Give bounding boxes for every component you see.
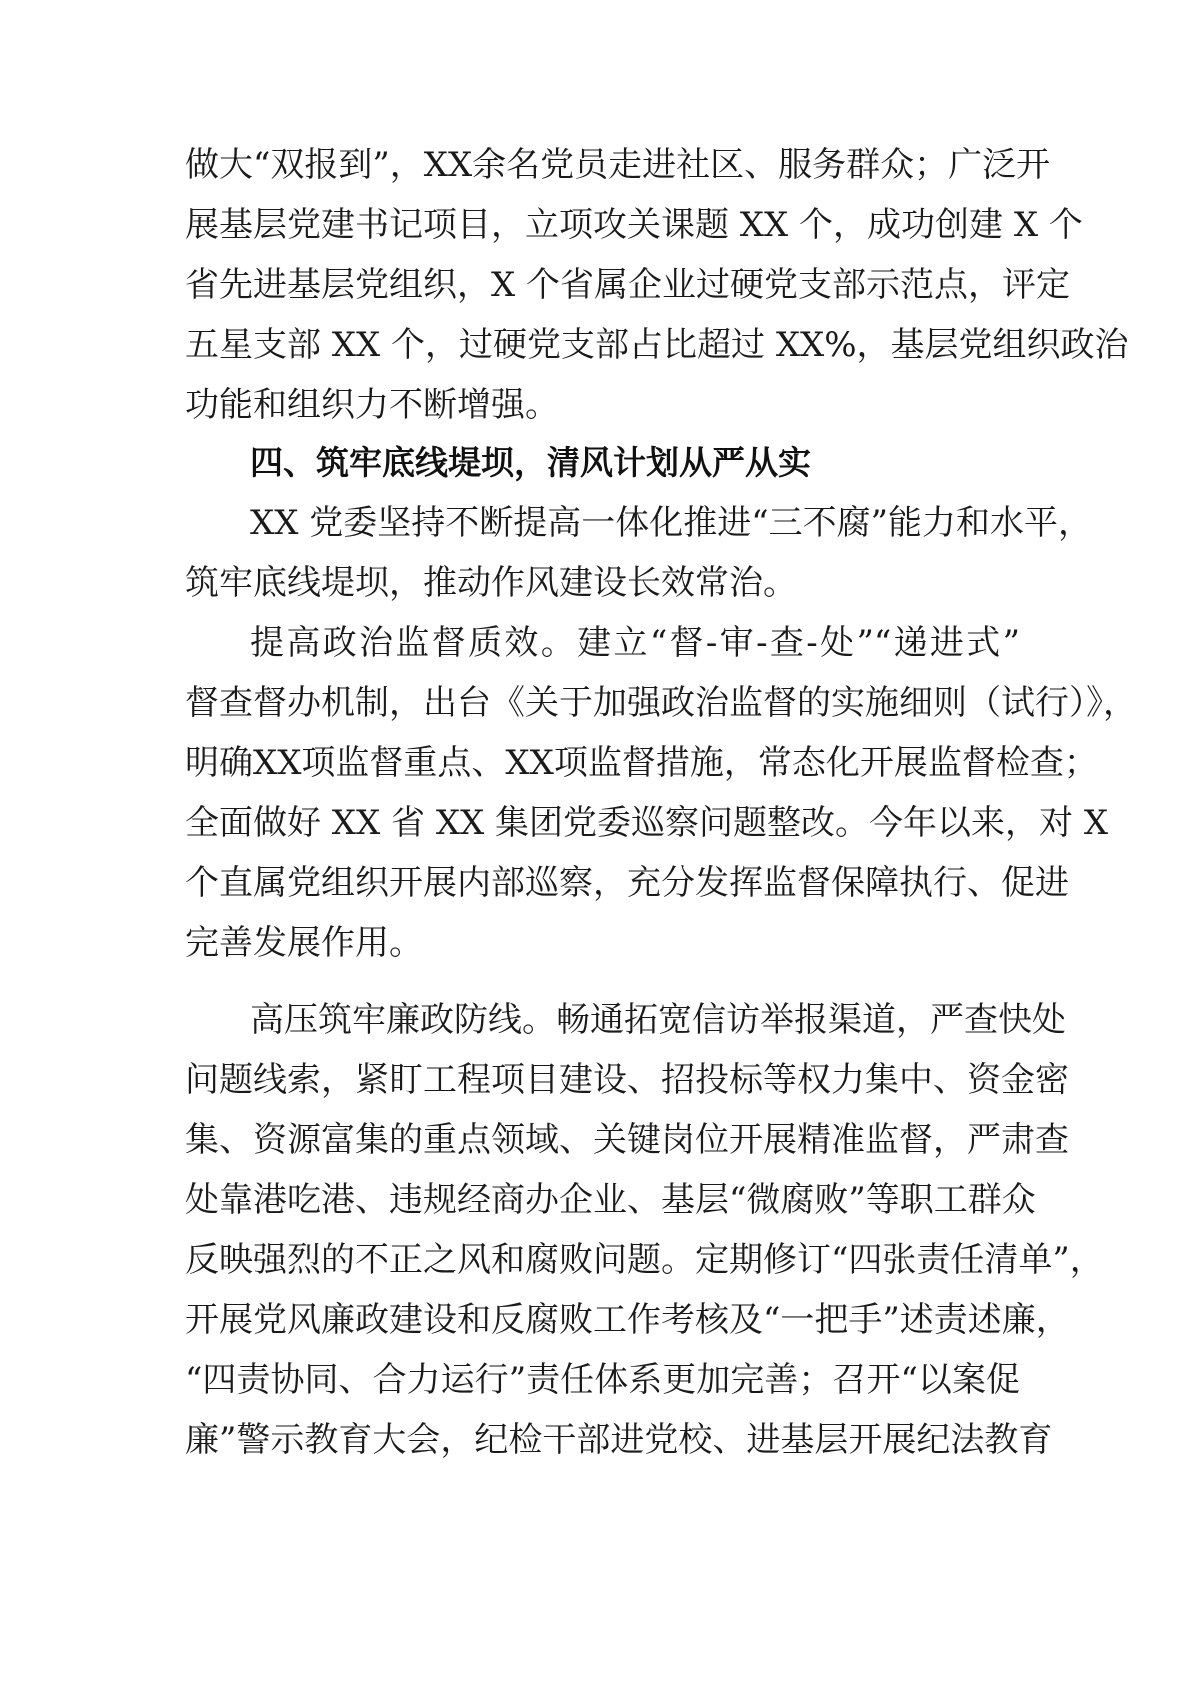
- paragraph-2-line-1: XX 党委坚持不断提高一体化推进“三不腐”能力和水平，: [250, 503, 1092, 543]
- paragraph-2-line-2: 筑牢底线堤坝，推动作风建设长效常治。: [185, 563, 797, 603]
- paragraph-1-line-1: 做大“双报到”，XX余名党员走进社区、服务群众；广泛开: [185, 145, 1051, 185]
- paragraph-4-line-7: “四责协同、合力运行”责任体系更加完善；召开“以案促: [185, 1360, 1020, 1400]
- paragraph-3-line-6: 完善发展作用。: [185, 923, 423, 963]
- paragraph-1-line-3: 省先进基层党组织，X 个省属企业过硬党支部示范点，评定: [185, 265, 1071, 305]
- paragraph-1-line-4: 五星支部 XX 个，过硬党支部占比超过 XX%，基层党组织政治: [185, 325, 1129, 365]
- paragraph-1-line-2: 展基层党建书记项目，立项攻关课题 XX 个，成功创建 X 个: [185, 205, 1083, 245]
- paragraph-3-line-3: 明确XX项监督重点、XX项监督措施，常态化开展监督检查；: [185, 743, 1098, 783]
- paragraph-4-line-6: 开展党风廉政建设和反腐败工作考核及“一把手”述责述廉，: [185, 1300, 1070, 1340]
- paragraph-3-line-2: 督查督办机制，出台《关于加强政治监督的实施细则（试行）》，: [185, 683, 1137, 723]
- paragraph-3-line-1: 提高政治监督质效。建立“督-审-查-处”“递进式”: [250, 623, 1020, 663]
- paragraph-3-line-5: 个直属党组织开展内部巡察，充分发挥监督保障执行、促进: [185, 863, 1069, 903]
- paragraph-3-line-4: 全面做好 XX 省 XX 集团党委巡察问题整改。今年以来，对 X: [185, 803, 1109, 843]
- paragraph-4-line-3: 集、资源富集的重点领域、关键岗位开展精准监督，严肃查: [185, 1120, 1069, 1160]
- paragraph-4-line-8: 廉”警示教育大会，纪检干部进党校、进基层开展纪法教育: [185, 1420, 1053, 1460]
- paragraph-4-line-4: 处靠港吃港、违规经商办企业、基层“微腐败”等职工群众: [185, 1180, 1036, 1220]
- paragraph-4-line-5: 反映强烈的不正之风和腐败问题。定期修订“四张责任清单”，: [185, 1240, 1104, 1280]
- section-heading-4: 四、筑牢底线堤坝，清风计划从严从实: [250, 443, 811, 482]
- paragraph-1-line-5: 功能和组织力不断增强。: [185, 385, 559, 425]
- paragraph-4-line-2: 问题线索，紧盯工程项目建设、招投标等权力集中、资金密: [185, 1060, 1069, 1100]
- paragraph-4-line-1: 高压筑牢廉政防线。畅通拓宽信访举报渠道，严查快处: [250, 1000, 1066, 1040]
